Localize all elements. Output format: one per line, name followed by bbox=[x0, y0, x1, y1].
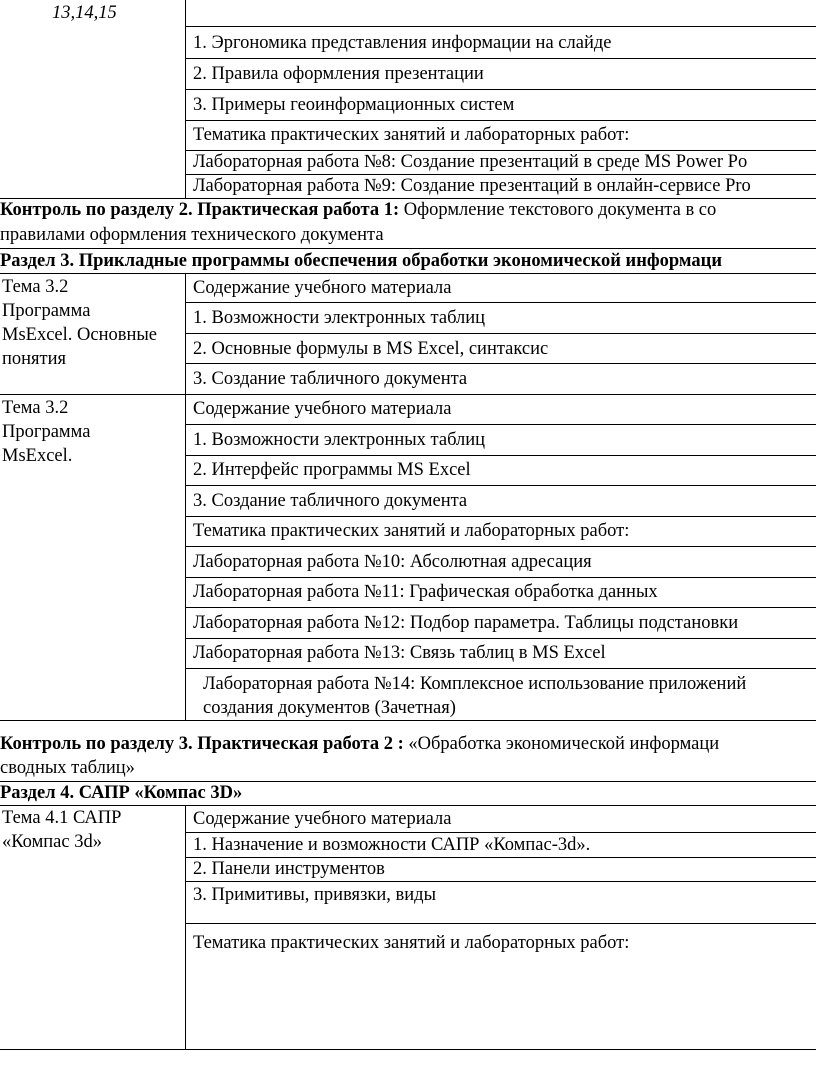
list-item: 2. Правила оформления презентации bbox=[193, 64, 484, 84]
control-label: Контроль по разделу 3. Практическая работа 2 : bbox=[0, 734, 404, 754]
list-item: 1. Возможности электронных таблиц bbox=[193, 430, 486, 450]
list-item: Лабораторная работа №14: Комплексное использование приложений bbox=[203, 674, 747, 694]
list-item: 3. Создание табличного документа bbox=[193, 369, 468, 389]
list-item: 1. Эргономика представления информации на слайде bbox=[193, 33, 612, 53]
list-item: 2. Интерфейс программы MS Excel bbox=[193, 460, 471, 480]
section-title: Раздел 4. САПР «Компас 3D» bbox=[0, 783, 243, 803]
list-item: создания документов (Зачетная) bbox=[203, 698, 456, 718]
list-item: Лабораторная работа №9: Создание презентаций в онлайн-сервисе Pro bbox=[193, 176, 751, 196]
list-item: Лабораторная работа №12: Подбор параметра. Таблицы подстановки bbox=[193, 613, 739, 633]
control-text: Оформление текстового документа в со bbox=[399, 200, 717, 220]
list-item: Тематика практических занятий и лабораторных работ: bbox=[193, 933, 630, 953]
list-item: Тематика практических занятий и лабораторных работ: bbox=[193, 125, 630, 145]
control-text: «Обработка экономической информаци bbox=[403, 734, 720, 754]
list-item: 3. Создание табличного документа bbox=[193, 491, 468, 511]
list-item: 3. Примитивы, привязки, виды bbox=[193, 885, 436, 905]
list-item: Содержание учебного материала bbox=[193, 278, 452, 298]
list-item: Содержание учебного материала bbox=[193, 809, 452, 829]
list-item: 2. Панели инструментов bbox=[193, 859, 385, 879]
list-item: 3. Примеры геоинформационных систем bbox=[193, 95, 515, 115]
list-item: 2. Основные формулы в MS Excel, синтаксис bbox=[193, 339, 549, 359]
section-title: Раздел 3. Прикладные программы обеспечения обработки экономической информаци bbox=[0, 251, 722, 271]
control-section-2 bbox=[0, 199, 716, 221]
list-item: Лабораторная работа №10: Абсолютная адресация bbox=[193, 552, 592, 572]
control-text-line2: правилами оформления технического документа bbox=[0, 225, 384, 245]
control-text-line2: сводных таблиц» bbox=[0, 758, 135, 778]
list-item: Лабораторная работа №11: Графическая обработка данных bbox=[193, 582, 658, 602]
list-item: 1. Возможности электронных таблиц bbox=[193, 308, 486, 328]
list-item: 1. Назначение и возможности САПР «Компас-3d». bbox=[193, 835, 591, 855]
list-item: Лабораторная работа №8: Создание презентаций в среде MS Power Po bbox=[193, 152, 748, 172]
page-label: 13,14,15 bbox=[52, 3, 117, 23]
control-section-3 bbox=[0, 733, 719, 755]
control-label: Контроль по разделу 2. Практическая работа 1: bbox=[0, 200, 400, 220]
list-item: Тематика практических занятий и лабораторных работ: bbox=[193, 521, 630, 541]
list-item: Лабораторная работа №13: Связь таблиц в MS Excel bbox=[193, 643, 606, 663]
list-item: Содержание учебного материала bbox=[193, 399, 452, 419]
